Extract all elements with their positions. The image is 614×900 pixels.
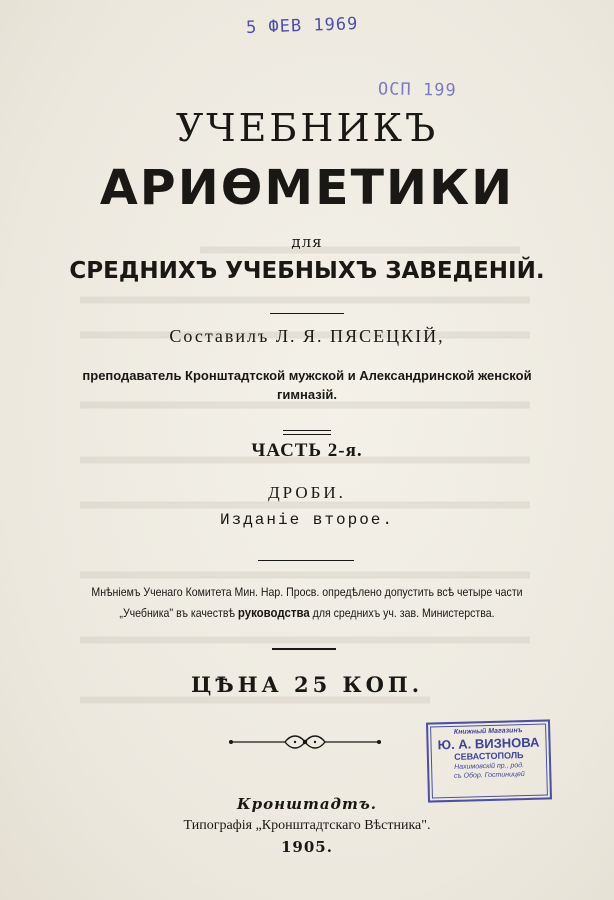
author-position-line-1: преподаватель Кронштадтской мужской и Александринской женской	[82, 368, 532, 383]
bookshop-stamp-line-5: съ Обор. Гостиницей	[453, 770, 525, 780]
date-stamp: 5 ФЕВ 1969	[245, 14, 359, 38]
approval-line-2	[37, 605, 577, 620]
bookshop-stamp-line-4: Нахимовскій пр., род.	[454, 762, 525, 772]
bookshop-stamp-line-3: СЕВАСТОПОЛЬ	[454, 750, 524, 762]
double-rule	[283, 430, 331, 435]
imprint-press: Типографія „Кронштадтскаго Вѣстника".	[183, 818, 431, 833]
title-line-4: СРЕДНИХЪ УЧЕБНЫХЪ ЗАВЕДЕНІЙ.	[69, 258, 545, 284]
part-subject: ДРОБИ.	[268, 483, 346, 502]
approval-line-2-end: для среднихъ уч. зав. Министерства.	[312, 606, 495, 620]
imprint-year: 1905.	[281, 838, 333, 856]
bookshop-stamp-line-2: Ю. А. ВИЗНОВА	[437, 735, 540, 753]
author-position-line-2: гимназій.	[277, 387, 337, 402]
divider-rule-2	[258, 560, 354, 561]
bookshop-stamp-line-1: Книжный Магазинъ	[453, 727, 523, 736]
title-line-3: для	[291, 233, 323, 251]
imprint-city: Кронштадтъ.	[237, 795, 377, 813]
approval-line-2-start: „Учебника" въ качествѣ	[119, 606, 235, 620]
part-label: ЧАСТЬ 2-я.	[251, 440, 363, 461]
price-line: ЦѢНА 25 КОП.	[190, 672, 424, 697]
title-line-2: АРИӨМЕТИКИ	[99, 160, 515, 216]
author-line: Составилъ Л. Я. ПЯСЕЦКІЙ,	[169, 326, 445, 346]
divider-rule-3	[272, 648, 336, 650]
title-line-1: УЧЕБНИКЪ	[175, 106, 439, 150]
divider-rule	[270, 313, 344, 314]
ornament-divider	[225, 732, 385, 752]
bookshop-stamp	[426, 719, 552, 802]
approval-line-2-bold: руководства	[237, 605, 310, 620]
approval-line-1: Мнѣніемъ Ученаго Комитета Мин. Нар. Просв. опредѣлено допустить всѣ четыре части	[91, 585, 523, 599]
edition-line: Изданіе второе.	[219, 511, 395, 529]
inventory-stamp: ОСП 199	[377, 79, 457, 101]
